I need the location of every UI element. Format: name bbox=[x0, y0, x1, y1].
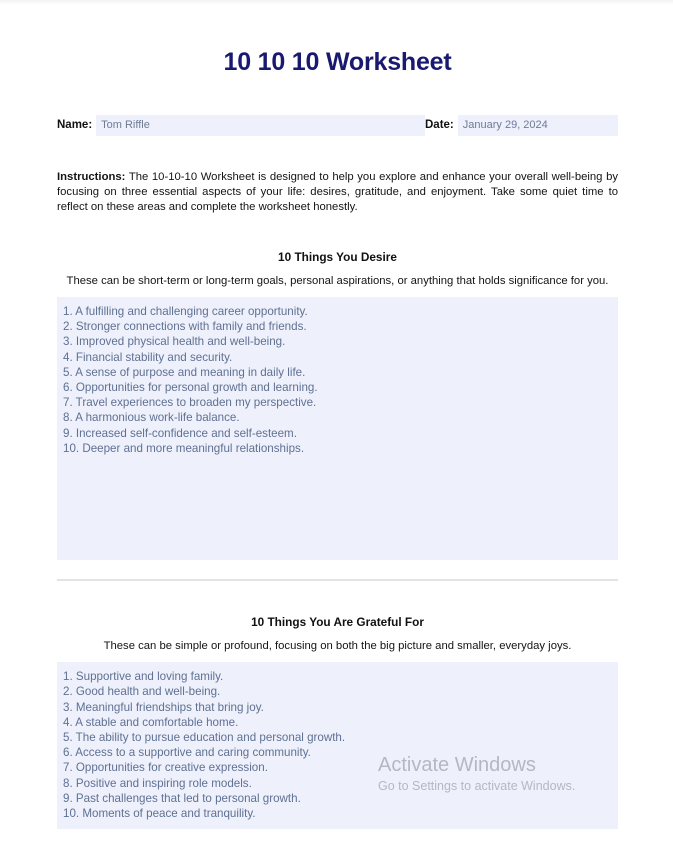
date-field-group bbox=[425, 115, 618, 136]
list-item: 1. Supportive and loving family. bbox=[63, 670, 224, 684]
list-item: 4. A stable and comfortable home. bbox=[63, 715, 239, 729]
instructions-label: Instructions: bbox=[57, 171, 126, 183]
list-item: 1. A fulfilling and challenging career opportunity. bbox=[63, 304, 308, 318]
section-gratitude-title: 10 Things You Are Grateful For bbox=[251, 614, 424, 629]
section-desires-subtitle: These can be short-term or long-term goals, personal aspirations, or anything that holds significance for you. bbox=[66, 274, 609, 287]
list-item: 10. Moments of peace and tranquility. bbox=[63, 807, 256, 821]
list-item: 5. The ability to pursue education and personal growth. bbox=[63, 731, 346, 745]
date-label: Date: bbox=[425, 119, 454, 131]
section-desires-title: 10 Things You Desire bbox=[278, 249, 397, 264]
watermark-subtitle: Go to Settings to activate Windows. bbox=[378, 779, 576, 793]
page-title: 10 10 10 Worksheet bbox=[223, 48, 452, 76]
list-item: 9. Past challenges that led to personal growth. bbox=[63, 791, 301, 805]
list-item: 8. A harmonious work-life balance. bbox=[63, 411, 240, 425]
list-item: 5. A sense of purpose and meaning in daily life. bbox=[63, 365, 306, 379]
list-item: 10. Deeper and more meaningful relationships. bbox=[63, 441, 305, 455]
list-item: 7. Travel experiences to broaden my perspective. bbox=[63, 396, 317, 410]
date-input[interactable]: January 29, 2024 bbox=[458, 115, 618, 136]
gratitude-entry-block[interactable] bbox=[57, 662, 618, 829]
list-item: 6. Opportunities for personal growth and learning. bbox=[63, 380, 318, 394]
worksheet-content bbox=[57, 0, 618, 829]
list-item: 4. Financial stability and security. bbox=[63, 350, 233, 364]
section-gratitude bbox=[57, 615, 618, 829]
section-divider bbox=[57, 579, 618, 581]
list-item: 3. Improved physical health and well-being. bbox=[63, 335, 286, 349]
list-item: 6. Access to a supportive and caring community. bbox=[63, 746, 311, 760]
name-label: Name: bbox=[57, 119, 93, 131]
instructions-paragraph bbox=[57, 170, 618, 216]
name-field-group bbox=[57, 115, 425, 136]
meta-row bbox=[57, 115, 618, 136]
list-item: 2. Good health and well-being. bbox=[63, 685, 221, 699]
instructions-text: The 10-10-10 Worksheet is designed to help you explore and enhance your overall well-being by focusing on three essential aspects of your life: desires, gratitude, and enjoyment. Take some quiet time to reflect on these areas and complete the worksheet honestly. bbox=[57, 171, 618, 214]
list-item: 3. Meaningful friendships that bring joy. bbox=[63, 700, 264, 714]
list-item: 7. Opportunities for creative expression. bbox=[63, 761, 268, 775]
list-item: 9. Increased self-confidence and self-esteem. bbox=[63, 426, 297, 440]
watermark-title: Activate Windows bbox=[378, 754, 536, 776]
section-gratitude-subtitle: These can be simple or profound, focusing on both the big picture and smaller, everyday joys. bbox=[103, 639, 572, 652]
section-desires bbox=[57, 250, 618, 560]
name-input[interactable]: Tom Riffle bbox=[96, 115, 425, 136]
desires-entry-block[interactable] bbox=[57, 297, 618, 560]
list-item: 8. Positive and inspiring role models. bbox=[63, 776, 252, 790]
list-item: 2. Stronger connections with family and friends. bbox=[63, 320, 307, 334]
